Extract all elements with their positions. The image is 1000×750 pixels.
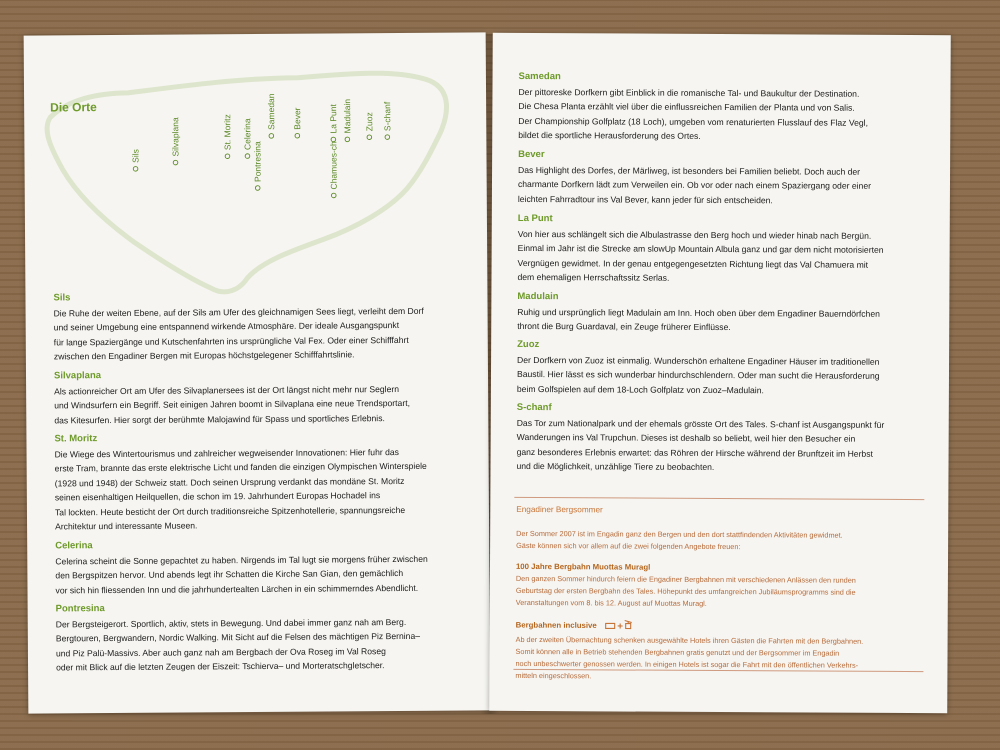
- section-text: Als actionreicher Ort am Ufer des Silvaplanersees ist der Ort längst nicht mehr nur Seglern und Windsurfern ein Begriff. Seit einigen Jahren boomt in Silvaplana eine neue Trendsportart, das Kitesurfen. Hier sorgt der berühmte Malojawind für Spass und sportliches Erlebnis.: [54, 384, 411, 426]
- map-marker-icon: [385, 135, 390, 140]
- box-item-bergbahnen-inclusive: [515, 619, 925, 684]
- section-text: Celerina scheint die Sonne gepachtet zu haben. Nirgends im Tal lugt sie morgens früher zwischen den Bergspitzen hervor. Und abends legt ihr Schatten die Kirche San Gian, den gemächlich vor sich hin fliessenden Inn und die jahrhundertealten Lärchen in ein schimmerndes Abendlicht.: [55, 553, 428, 596]
- map-place-madulain: [342, 99, 352, 142]
- map-place-s-chanf: [382, 101, 392, 139]
- map-marker-icon: [367, 135, 372, 140]
- map-marker-icon: [245, 154, 250, 159]
- map-place-zuoz: [364, 112, 374, 139]
- map-marker-icon: [331, 137, 336, 142]
- section-title: Zuoz: [517, 338, 540, 351]
- map-place-label: Pontresina: [252, 141, 263, 183]
- section-text: Der Bergsteigerort. Sportlich, aktiv, stets in Bewegung. Und dabei immer ganz nah am Berg. Bergtouren, Bergwandern, Nordic Walking. Mit Sicht auf die Felsen des mächtigen Piz Bernina– und Piz Palü-Massivs. Aber auch ganz nah am Bergbach der Ova Roseg im Val Roseg oder mit Blick auf die letzten Zeugen der Eiszeit: Tschierva– und Morteratschgletscher.: [55, 616, 421, 673]
- region-map: [38, 54, 476, 307]
- map-marker-icon: [269, 134, 274, 139]
- map-place-pontresina: [252, 141, 262, 190]
- box-top-rule: [514, 497, 924, 500]
- left-page: [24, 32, 491, 713]
- map-title: Die Orte: [50, 100, 97, 115]
- section-text: Das Highlight des Dorfes, der Märliweg, ist besonders bei Familien beliebt. Doch auch der charmante Dorfkern lädt zum Verweilen ein. Ob vor oder nach einem Spaziergang oder einer leichten Fahrradtour ins Val Bever, kann jeder für sich entscheiden.: [517, 164, 872, 206]
- section-title: Madulain: [517, 290, 559, 303]
- section-text: Der pittoreske Dorfkern gibt Einblick in die romanische Tal- und Baukultur der Destination. Die Chesa Planta erzählt viel über die einflussreichen Familien der Planta und von Salis. Der Championship Golfplatz (18 Loch), umgeben vom renaturierten Flusslauf des Flaz Vegl, bildet die sportliche Herausforderung des Ortes.: [518, 86, 868, 142]
- section-text: Die Ruhe der weiten Ebene, auf der Sils am Ufer des gleichnamigen Sees liegt, verleiht dem Dorf und seiner Umgebung eine entspannend wirkende Atmosphäre. Der ideale Ausgangspunkt für lange Spaziergänge und Kutschenfahrten ins ursprüngliche Val Fex. Oder einer Schifffahrt zwischen den Engadiner Bergen mit Europas höchstgelegener Schifffahrtslinie.: [53, 305, 424, 362]
- map-place-samedan: [266, 93, 276, 138]
- section-samedan: [518, 71, 928, 145]
- plus-icon: [618, 623, 623, 628]
- section-title: St. Moritz: [54, 433, 98, 445]
- section-title: La Punt: [517, 212, 553, 225]
- section-celerina: [55, 537, 475, 597]
- section-title: S-chanf: [516, 401, 552, 414]
- map-place-label: Sils: [130, 149, 141, 163]
- map-place-label: S-chanf: [382, 101, 393, 132]
- map-place-chamues-ch: [328, 141, 338, 198]
- section-title: Pontresina: [55, 603, 105, 615]
- section-text: Die Wiege des Wintertourismus und zahlreicher wegweisender Innovationen: Hier fuhr das erste Tram, brannte das erste elektrische Licht und fanden die einzigen Olympischen Winterspiele (1928 und 1948) der Schweiz statt. Doch seinen Ursprung verdankt das mondäne St. Moritz seinen eisenhaltigen Heilquellen, die schon im 19. Jahrhundert Europas Hochadel ins Tal lockten. Heute besticht der Ort durch traditionsreiche Spitzenhotellerie, spannungsreiche Architektur und interessante Museen.: [54, 447, 427, 532]
- bergsommer-box: [515, 505, 926, 684]
- section-title: Samedan: [518, 70, 561, 83]
- box-item-text: Den ganzen Sommer hindurch feiern die Engadiner Bergbahnen mit verschiedenen Anlässen den runden Geburtstag der ersten Bergbahn des Tales. Höhepunkt des umfangreichen Jubiläumsprogramms sind die Veranstaltungen vom 8. bis 12. August auf Muottas Muragl.: [515, 573, 856, 608]
- section-st-moritz: [54, 430, 475, 533]
- map-place-label: Zuoz: [364, 112, 375, 132]
- box-intro: Der Sommer 2007 ist im Engadin ganz den Bergen und den dort stattfindenden Aktivitäten gewidmet. Gäste können sich vor allem auf die zwei folgenden Angebote freuen:: [516, 528, 843, 552]
- cable-car-icon: [625, 621, 632, 629]
- map-place-label: La Punt: [328, 104, 339, 134]
- section-bever: [518, 149, 928, 208]
- box-item-muottas-muragl: [516, 562, 926, 611]
- map-place-bever: [292, 107, 302, 138]
- section-silvaplana: [54, 367, 474, 427]
- map-marker-icon: [295, 133, 300, 138]
- box-title: Engadiner Bergsommer: [516, 504, 603, 515]
- ticket-icon: [606, 623, 615, 628]
- section-text: Von hier aus schlängelt sich die Albulastrasse den Berg hoch und wieder hinab nach Bergün. Einmal im Jahr ist die Strecke am slowUp Mountain Albula ganz und gar dem nicht motorisierten Vergnügen gewidmet. In der genau entgegengesetzten Richtung liegt das Val Chamuera mit dem ehemaligen Herrschaftssitz Serlas.: [517, 228, 884, 283]
- section-title: Silvaplana: [53, 370, 102, 382]
- map-place-label: Celerina: [242, 118, 253, 151]
- section-la-punt: [517, 213, 927, 287]
- map-place-label: St. Moritz: [222, 114, 233, 151]
- section-text: Ruhig und ursprünglich liegt Madulain am Inn. Hoch oben über dem Engadiner Bauerndörfchen thront die Burg Guardaval, ein Zeuge früherer Einflüsse.: [517, 306, 880, 333]
- section-text: Das Tor zum Nationalpark und der ehemals grösste Ort des Tales. S-chanf ist Ausgangspunkt für Wanderungen ins Val Trupchun. Dieses ist deshalb so beliebt, weil hier den Besucher ein ganz besonderes Erlebnis erwartet: das Röhren der Hirsche während der Brunftzeit im Herbst und die Möglichkeit, unzählige Tiere zu beobachten.: [516, 417, 885, 473]
- map-marker-icon: [331, 193, 336, 198]
- box-item-text: Ab der zweiten Übernachtung schenken ausgewählte Hotels ihren Gästen die Fahrten mit den Bergbahnen. Somit können alle in Betrieb stehenden Bergbahnen gratis genutzt und der Bergsommer im Engadin noch unbeschwerter genossen werden. In einigen Hotels ist sogar die Fahrt mit den öffentlichen Verkehrs- mitteln eingeschlossen.: [515, 634, 864, 681]
- map-place-la-punt: [328, 103, 338, 141]
- section-title: Bever: [518, 148, 545, 161]
- section-pontresina: [56, 600, 476, 675]
- map-place-label: Samedan: [266, 93, 277, 130]
- map-place-label: Bever: [292, 107, 303, 130]
- box-item-title: Bergbahnen inclusive: [516, 619, 926, 634]
- map-place-st-moritz: [222, 114, 232, 158]
- section-sils: [53, 289, 473, 364]
- right-page: [489, 33, 951, 713]
- map-place-label: Madulain: [342, 98, 353, 134]
- map-place-celerina: [242, 118, 252, 158]
- ticket-plus-cable-car-icon: [605, 619, 633, 632]
- map-place-silvaplana: [170, 117, 180, 165]
- section-title: Sils: [53, 292, 71, 304]
- map-marker-icon: [133, 167, 138, 172]
- map-marker-icon: [345, 137, 350, 142]
- map-marker-icon: [255, 186, 260, 191]
- map-place-label: Chamues-ch: [328, 141, 339, 190]
- section-title: Celerina: [55, 540, 93, 552]
- section-text: Der Dorfkern von Zuoz ist einmalig. Wunderschön erhaltene Engadiner Häuser im traditionellen Baustil. Hier lässt es sich wunderbar hindurchschlendern. Oder man sucht die Herausforderung beim Golfspielen auf dem 18-Loch Golfplatz von Zuoz–Madulain.: [516, 354, 880, 396]
- box-item-title: 100 Jahre Bergbahn Muottas Muragl: [515, 561, 651, 572]
- map-marker-icon: [225, 154, 230, 159]
- map-place-sils: [130, 149, 140, 171]
- section-s-chanf: [516, 402, 926, 476]
- section-zuoz: [517, 339, 927, 398]
- map-marker-icon: [173, 160, 178, 165]
- map-place-label: Silvaplana: [170, 117, 181, 157]
- section-madulain: [517, 291, 927, 336]
